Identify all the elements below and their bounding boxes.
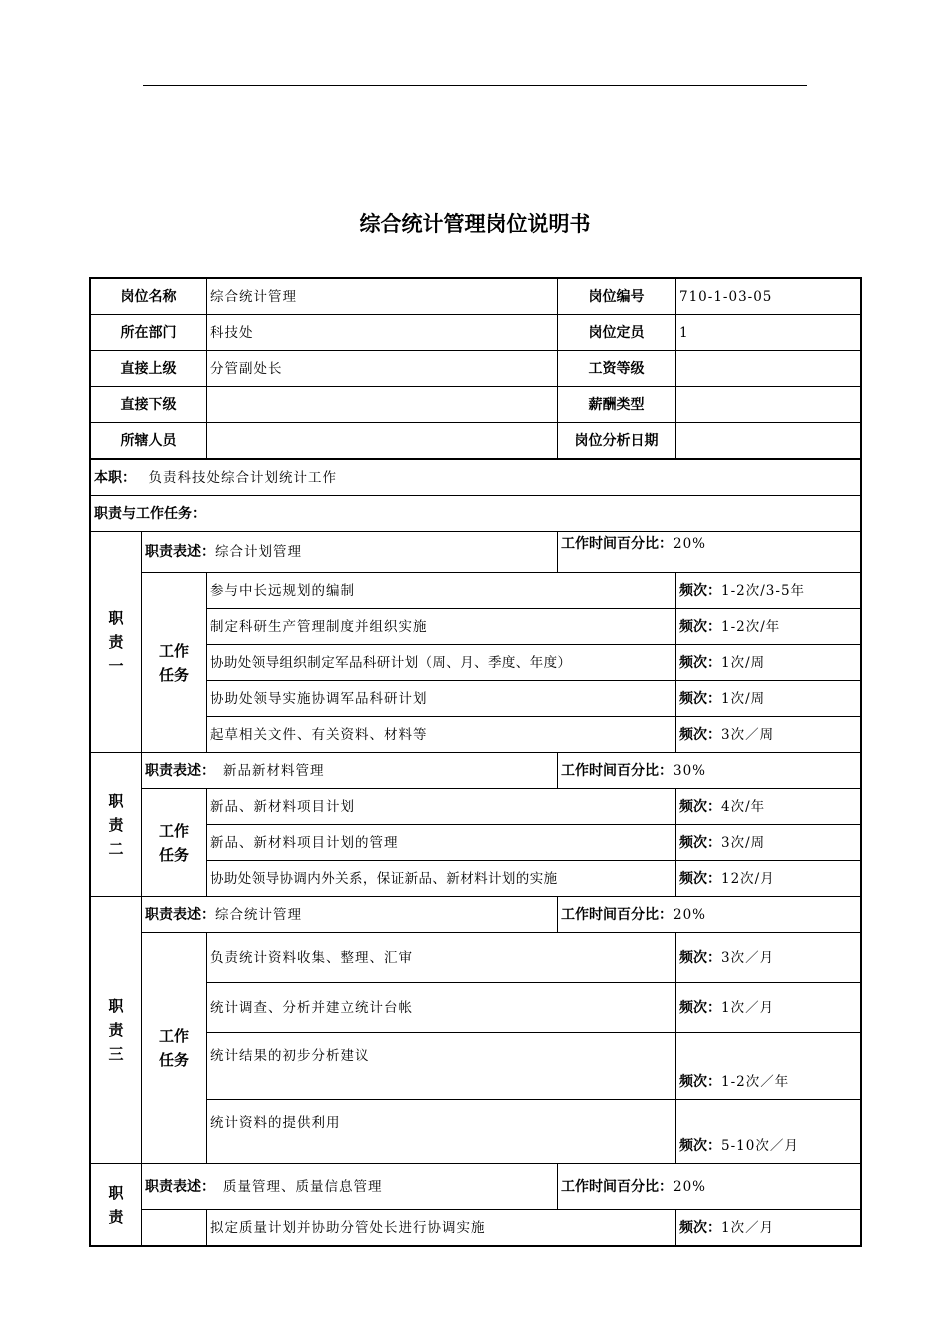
- desc-label: 职责表述：: [145, 544, 215, 560]
- task-text: 拟定质量计划并协助分管处长进行协调实施: [207, 1210, 676, 1246]
- duties-header-row: [91, 496, 861, 532]
- task-text: 协助处领导协调内外关系，保证新品、新材料计划的实施: [207, 861, 676, 897]
- benzhi-label: 本职：: [94, 469, 136, 486]
- task-freq: 频次：1次/周: [676, 681, 861, 717]
- task-freq: 频次：4次/年: [676, 789, 861, 825]
- duty2-label: 职 责 二: [91, 753, 142, 897]
- label-salary-grade: 工资等级: [558, 351, 676, 387]
- value-department: 科技处: [207, 315, 558, 351]
- info-row: [91, 279, 861, 315]
- benzhi-text: 负责科技处综合计划统计工作: [148, 469, 337, 486]
- task-freq: 频次：1-2次/年: [676, 609, 861, 645]
- task-row: [91, 983, 861, 1033]
- task-row: [91, 1210, 861, 1246]
- value-analysis-date: [676, 423, 861, 460]
- task-freq: 频次：5-10次／月: [676, 1100, 861, 1164]
- task-freq: 频次：1次／月: [676, 1210, 861, 1246]
- document-title: 综合统计管理岗位说明书: [359, 212, 591, 236]
- task-freq: 频次：12次/月: [676, 861, 861, 897]
- info-row: [91, 351, 861, 387]
- value-headcount: 1: [676, 315, 861, 351]
- duty2-desc: 职责表述： 新品新材料管理: [142, 753, 558, 789]
- task-row: [91, 645, 861, 681]
- task-freq: 频次：3次／周: [676, 717, 861, 753]
- task-row: [91, 681, 861, 717]
- task-text: 新品、新材料项目计划: [207, 789, 676, 825]
- duty4-label: 职 责: [91, 1164, 142, 1246]
- benzhi-cell: [91, 459, 861, 496]
- task-freq: 频次：3次/周: [676, 825, 861, 861]
- label-department: 所在部门: [91, 315, 207, 351]
- task-row: [91, 717, 861, 753]
- task-group-label: 工作 任务: [142, 789, 207, 897]
- task-row: [91, 1100, 861, 1164]
- task-row: [91, 1033, 861, 1100]
- label-position-name: 岗位名称: [91, 279, 207, 315]
- label-position-code: 岗位编号: [558, 279, 676, 315]
- value-direct-superior: 分管副处长: [207, 351, 558, 387]
- info-row: [91, 423, 861, 460]
- task-row: [91, 789, 861, 825]
- duty1-label: 职 责 一: [91, 532, 142, 753]
- task-group-label: 工作 任务: [142, 573, 207, 753]
- task-freq: 频次：1-2次／年: [676, 1033, 861, 1100]
- task-text: 起草相关文件、有关资料、材料等: [207, 717, 676, 753]
- duty-desc-row: [91, 532, 861, 573]
- value-position-code: 710-1-03-05: [676, 279, 861, 315]
- task-text: 参与中长远规划的编制: [207, 573, 676, 609]
- header-rule: [143, 85, 807, 86]
- duty-desc-row: [91, 897, 861, 933]
- value-pay-type: [676, 387, 861, 423]
- task-freq: 频次：1次／月: [676, 983, 861, 1033]
- task-text: 协助处领导组织制定军品科研计划（周、月、季度、年度）: [207, 645, 676, 681]
- label-direct-superior: 直接上级: [91, 351, 207, 387]
- task-group-label-empty: [142, 1210, 207, 1246]
- duty-desc-row: [91, 1164, 861, 1210]
- duty2-pct: 工作时间百分比：30%: [558, 753, 861, 789]
- benzhi-row: [91, 459, 861, 496]
- task-text: 新品、新材料项目计划的管理: [207, 825, 676, 861]
- value-position-name: 综合统计管理: [207, 279, 558, 315]
- value-staff: [207, 423, 558, 460]
- duty-desc-row: [91, 753, 861, 789]
- job-description-table: [90, 278, 860, 1246]
- label-direct-subordinate: 直接下级: [91, 387, 207, 423]
- duty4-desc: 职责表述： 质量管理、质量信息管理: [142, 1164, 558, 1210]
- task-text: 统计调查、分析并建立统计台帐: [207, 983, 676, 1033]
- duty4-pct: 工作时间百分比：20%: [558, 1164, 861, 1210]
- duty3-desc: 职责表述：综合统计管理: [142, 897, 558, 933]
- duties-header: 职责与工作任务：: [91, 496, 861, 532]
- task-text: 统计结果的初步分析建议: [207, 1033, 676, 1100]
- task-text: 负责统计资料收集、整理、汇审: [207, 933, 676, 983]
- task-freq: 频次：1次/周: [676, 645, 861, 681]
- task-text: 统计资料的提供利用: [207, 1100, 676, 1164]
- task-text: 协助处领导实施协调军品科研计划: [207, 681, 676, 717]
- task-row: [91, 573, 861, 609]
- task-row: [91, 609, 861, 645]
- label-analysis-date: 岗位分析日期: [558, 423, 676, 460]
- value-salary-grade: [676, 351, 861, 387]
- duty3-label: 职 责 三: [91, 897, 142, 1164]
- task-row: [91, 933, 861, 983]
- duty1-pct: 工作时间百分比：20%: [558, 532, 861, 573]
- duty1-desc: 职责表述：综合计划管理: [142, 532, 558, 573]
- label-headcount: 岗位定员: [558, 315, 676, 351]
- duty3-pct: 工作时间百分比：20%: [558, 897, 861, 933]
- task-row: [91, 825, 861, 861]
- task-row: [91, 861, 861, 897]
- task-text: 制定科研生产管理制度并组织实施: [207, 609, 676, 645]
- task-group-label: 工作 任务: [142, 933, 207, 1164]
- label-staff: 所辖人员: [91, 423, 207, 460]
- info-row: [91, 387, 861, 423]
- task-freq: 频次：3次／月: [676, 933, 861, 983]
- value-direct-subordinate: [207, 387, 558, 423]
- task-freq: 频次：1-2次/3-5年: [676, 573, 861, 609]
- label-pay-type: 薪酬类型: [558, 387, 676, 423]
- info-row: [91, 315, 861, 351]
